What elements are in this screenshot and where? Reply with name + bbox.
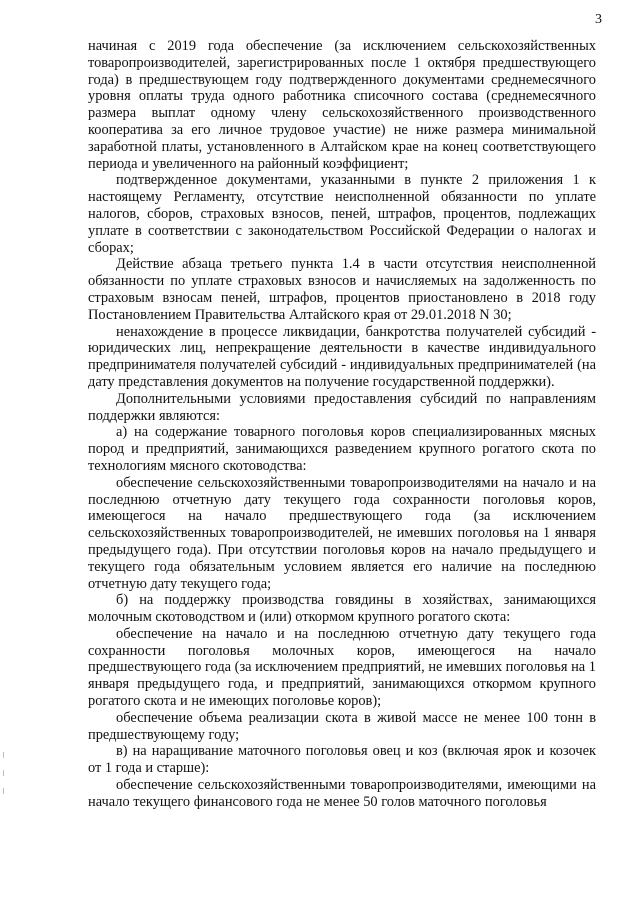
paragraph-4: ненахождение в процессе ликвидации, банкротства получателей субсидий - юридических лиц, непрекращение деятельности в качестве индивидуального предпринимателя получателей субсидий - индивидуальных предпринимателей (на дату представления документов на получение государственной поддержки). — [88, 323, 596, 390]
paragraph-3: Действие абзаца третьего пункта 1.4 в части отсутствия неисполненной обязанности по уплате страховых взносов и начисляемых на задолженность по страховым взносам пеней, штрафов, процентов приостановлено в 2018 году Постановлением Правительства Алтайского края от 29.01.2018 N 30; — [88, 256, 596, 323]
document-body — [88, 38, 596, 811]
paragraph-10: обеспечение объема реализации скота в живой массе не менее 100 тонн в предшествующему году; — [88, 709, 596, 743]
paragraph-12: обеспечение сельскохозяйственными товаропроизводителями, имеющими на начало текущего финансового года не менее 50 голов маточного поголовья — [88, 777, 596, 810]
paragraph-9: обеспечение на начало и на последнюю отчетную дату текущего года сохранности поголовья молочных коров, имеющегося на начало предшествующего года (за исключением предприятий, не имевших поголовья на 1 января предыдущего года, и предприятий, занимающихся откормом крупного рогатого скота и не имеющих поголовье коров); — [88, 625, 596, 710]
paragraph-11: в) на наращивание маточного поголовья овец и коз (включая ярок и козочек от 1 года и старше): — [88, 743, 596, 777]
paragraph-5: Дополнительными условиями предоставления субсидий по направлениям поддержки являются: — [88, 390, 596, 424]
paragraph-2: подтвержденное документами, указанными в пункте 2 приложения 1 к настоящему Регламенту, отсутствие неисполненной обязанности по уплате налогов, сборов, страховых взносов, пеней, штрафов, процентов, подлежащих уплате в соответствии с законодательством Российской Федерации о налогах и сборах; — [88, 172, 596, 256]
page-number: 3 — [595, 12, 602, 27]
paragraph-8: б) на поддержку производства говядины в хозяйствах, занимающихся молочным скотоводством и (или) откормом крупного рогатого скота: — [88, 592, 596, 626]
scan-edge-mark — [3, 788, 4, 794]
paragraph-7: обеспечение сельскохозяйственными товаропроизводителями на начало и на последнюю отчетную дату текущего года сохранности поголовья коров, имеющегося на начало предшествующего года (за исключением сельскохозяйственных товаропроизводителей, не имевших поголовья на 1 января предыдущего года). При отсутствии поголовья коров на начало предыдущего и текущего года обязательным условием является его наличие на последнюю отчетную дату текущего года; — [88, 474, 596, 592]
scan-edge-mark — [3, 770, 4, 776]
paragraph-1: начиная с 2019 года обеспечение (за исключением сельскохозяйственных товаропроизводителей, зарегистрированных после 1 октября предшествующего года) в предшествующем году подтвержденного документами среднемесячного уровня оплаты труда одного работника списочного состава (среднемесячного размера выплат одному члену сельскохозяйственного производственного кооператива за его личное трудовое участие) не ниже размера минимальной заработной платы, установленного в Алтайском крае на конец соответствующего периода и увеличенного на районный коэффициент; — [88, 38, 596, 172]
paragraph-6: а) на содержание товарного поголовья коров специализированных мясных пород и предприятий, занимающихся разведением крупного рогатого скота по технологиям мясного скотоводства: — [88, 424, 596, 474]
scan-edge-mark — [3, 752, 4, 758]
